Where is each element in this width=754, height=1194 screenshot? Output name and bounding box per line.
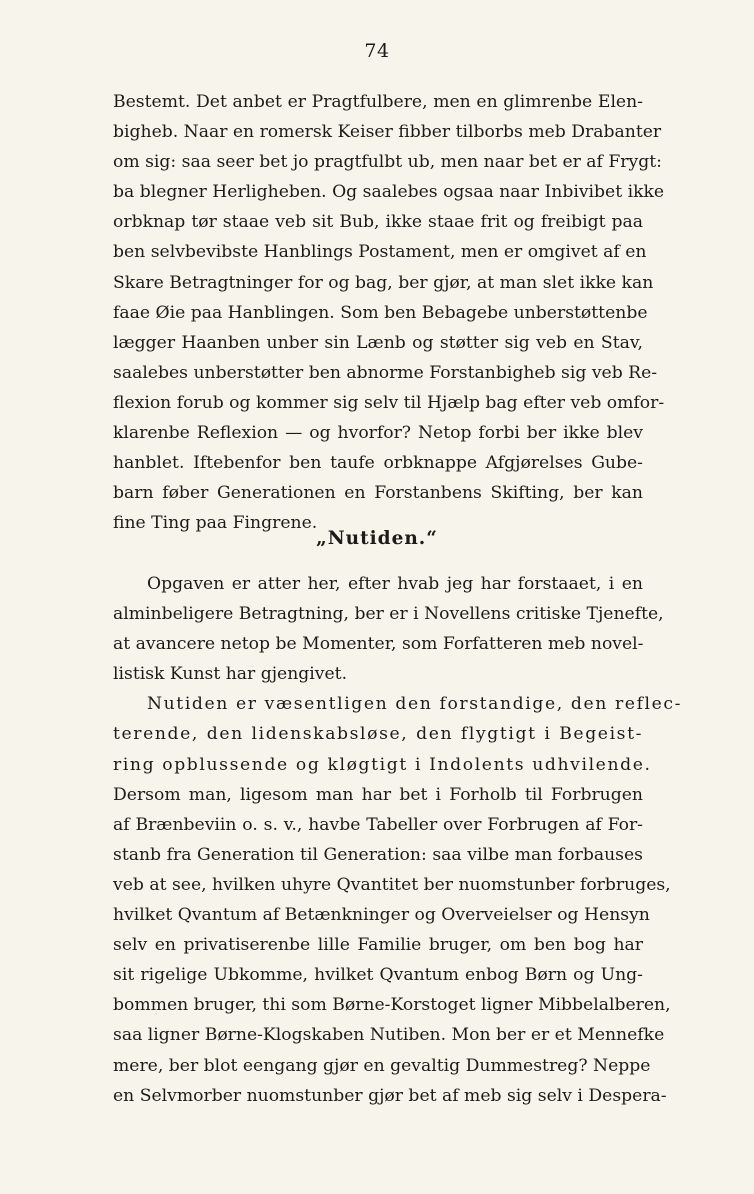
text-line: veb at see, hvilken uhyre Qvantitet ber nuomstunber forbruges, xyxy=(113,874,671,895)
text-line: bigheb. Naar en romersk Keiser fibber tilborbs meb Drabanter xyxy=(113,122,662,143)
paragraph xyxy=(113,87,665,538)
text-line: af Brænbeviin o. s. v., havbe Tabeller over Forbrugen af For- xyxy=(113,814,643,835)
text-line: at avancere netop be Momenter, som Forfatteren meb novel- xyxy=(113,634,644,655)
text-line: Dersom man, ligesom man har bet i Forholb til Forbrugen xyxy=(113,784,643,805)
text-line: selv en privatiserenbe lille Familie bruger, om ben bog har xyxy=(113,935,643,956)
text-line: bommen bruger, thi som Børne-Korstoget ligner Mibbelalberen, xyxy=(113,995,671,1016)
body-text-block-2 xyxy=(113,569,683,1111)
text-line: saalebes unberstøtter ben abnorme Forstanbigheb sig veb Re- xyxy=(113,362,658,383)
text-line: faae Øie paa Hanblingen. Som ben Bebagebe unberstøttenbe xyxy=(113,302,648,323)
text-line: klarenbe Reflexion — og hvorfor? Netop forbi ber ikke blev xyxy=(113,423,643,444)
text-line: Bestemt. Det anbet er Pragtfulbere, men en glimrenbe Elen- xyxy=(113,92,643,112)
text-line: Skare Betragtninger for og bag, ber gjør, at man slet ikke kan xyxy=(113,272,654,293)
text-line: fine Ting paa Fingrene. xyxy=(113,513,318,534)
text-line: Opgaven er atter her, efter hvab jeg har forstaaet, i en xyxy=(147,574,643,594)
text-line: lægger Haanben unber sin Lænb og støtter sig veb en Stav, xyxy=(113,332,643,353)
text-line: orbknap tør staae veb sit Bub, ikke staae frit og freibigt paa xyxy=(113,212,643,233)
text-line: hvilket Qvantum af Betænkninger og Overveielser og Hensyn xyxy=(113,905,650,926)
text-line: saa ligner Børne-Klogskaben Nutiben. Mon ber er et Mennefke xyxy=(113,1025,665,1046)
text-line: barn føber Generationen en Forstanbens Skifting, ber kan xyxy=(113,483,643,504)
body-text-block-1 xyxy=(113,87,665,538)
text-line: en Selvmorber nuomstunber gjør bet af meb sig selv i Despera- xyxy=(113,1085,667,1106)
text-line: alminbeligere Betragtning, ber er i Novellens critiske Tjenefte, xyxy=(113,604,664,625)
text-line: Nutiden er væsentligen den forstandige, den reflec- xyxy=(147,694,683,715)
text-line: ben selvbevibste Hanblings Postament, men er omgivet af en xyxy=(113,242,647,263)
page-number: 74 xyxy=(364,40,390,62)
text-line: stanb fra Generation til Generation: saa vilbe man forbauses xyxy=(113,844,643,865)
text-line: ring opblussende og kløgtigt i Indolents udhvilende. xyxy=(113,754,652,775)
text-line: mere, ber blot eengang gjør en gevaltig Dummestreg? Neppe xyxy=(113,1055,651,1076)
paragraph xyxy=(113,569,664,689)
section-heading: „Nutiden.“ xyxy=(316,528,438,549)
text-line: om sig: saa seer bet jo pragtfulbt ub, men naar bet er af Frygt: xyxy=(113,152,662,173)
text-line: sit rigelige Ubkomme, hvilket Qvantum enbog Børn og Ung- xyxy=(113,965,643,986)
text-line: hanblet. Iftebenfor ben taufe orbknappe Afgjørelses Gube- xyxy=(113,453,643,474)
text-line: listisk Kunst har gjengivet. xyxy=(113,664,348,685)
text-line: terende, den lidenskabsløse, den flygtigt i Begeist- xyxy=(113,724,643,745)
text-line: flexion forub og kommer sig selv til Hjælp bag efter veb omfor- xyxy=(113,392,665,413)
paragraph xyxy=(113,689,683,1110)
text-line: ba blegner Herligheben. Og saalebes ogsaa naar Inbivibet ikke xyxy=(113,182,665,203)
